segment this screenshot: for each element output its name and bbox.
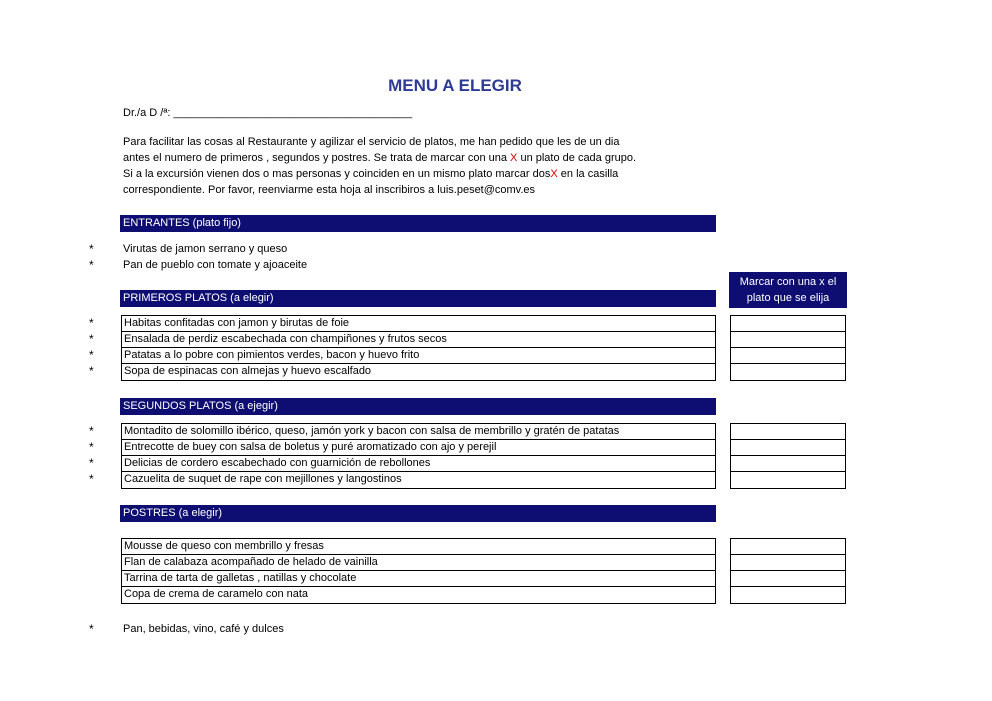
table-row: Mousse de queso con membrillo y fresas — [122, 539, 715, 555]
bullet: * — [89, 456, 94, 470]
primeros-header: PRIMEROS PLATOS (a elegir) — [120, 290, 716, 307]
mark-cell[interactable] — [731, 332, 845, 348]
entrante-item: Pan de pueblo con tomate y ajoaceite — [123, 259, 308, 271]
bullet: * — [89, 258, 94, 272]
table-row: Patatas a lo pobre con pimientos verdes, bacon y huevo frito — [122, 348, 715, 364]
table-row: Ensalada de perdiz escabechada con champiñones y frutos secos — [122, 332, 715, 348]
table-row: Cazuelita de suquet de rape con mejillones y langostinos — [124, 473, 402, 485]
bullet: * — [89, 472, 94, 486]
mark-cell[interactable] — [731, 424, 845, 440]
bullet: * — [89, 332, 94, 346]
entrante-item: Virutas de jamon serrano y queso — [123, 243, 288, 255]
name-line[interactable]: Dr./a D /ª: _______________________________________ — [123, 107, 413, 119]
segundos-header: SEGUNDOS PLATOS (a ejegir) — [120, 398, 716, 415]
segundos-table — [121, 423, 716, 489]
red-x-mark: X — [510, 152, 518, 164]
mark-cell[interactable] — [731, 440, 845, 456]
intro-line-2 — [123, 150, 636, 166]
table-row: Delicias de cordero escabechado con guarnición de rebollones — [122, 456, 715, 472]
postres-header: POSTRES (a elegir) — [120, 505, 716, 522]
mark-cell[interactable] — [731, 456, 845, 472]
table-row: Habitas confitadas con jamon y birutas de foie — [122, 316, 715, 332]
intro-line-2-b: un plato de cada grupo. — [517, 152, 637, 164]
mark-cell[interactable] — [731, 539, 845, 555]
intro-line-3-a: Si a la excursión vienen dos o mas personas y coinciden en un mismo plato marcar dos — [123, 168, 551, 180]
intro-line-1: Para facilitar las cosas al Restaurante y agilizar el servicio de platos, me han pedido que les de un dia — [123, 136, 620, 148]
table-row: Copa de crema de caramelo con nata — [124, 588, 309, 600]
primeros-mark-column — [730, 315, 846, 381]
table-row: Entrecotte de buey con salsa de boletus y puré aromatizado con ajo y perejil — [122, 440, 715, 456]
mark-header-line-2: plato que se elija — [746, 292, 830, 304]
mark-header-line-1: Marcar con una x el — [739, 276, 837, 288]
bullet: * — [89, 364, 94, 378]
red-x-mark: X — [550, 168, 558, 180]
mark-cell[interactable] — [731, 555, 845, 571]
mark-cell[interactable] — [731, 472, 845, 488]
bullet: * — [89, 316, 94, 330]
mark-cell[interactable] — [731, 571, 845, 587]
bullet: * — [89, 622, 94, 636]
table-row: Flan de calabaza acompañado de helado de vainilla — [122, 555, 715, 571]
intro-line-3 — [123, 166, 618, 182]
primeros-table — [121, 315, 716, 381]
mark-cell[interactable] — [731, 316, 845, 332]
mark-cell[interactable] — [731, 587, 845, 603]
mark-cell[interactable] — [731, 348, 845, 364]
segundos-mark-column — [730, 423, 846, 489]
mark-cell[interactable] — [731, 364, 845, 380]
bullet: * — [89, 348, 94, 362]
postres-table — [121, 538, 716, 604]
table-row: Tarrina de tarta de galletas , natillas y chocolate — [122, 571, 715, 587]
postres-mark-column — [730, 538, 846, 604]
bullet: * — [89, 440, 94, 454]
intro-line-3-b: en la casilla — [557, 168, 619, 180]
page-title: MENU A ELEGIR — [388, 76, 522, 95]
intro-line-2-a: antes el numero de primeros , segundos y postres. Se trata de marcar con una — [123, 152, 511, 164]
table-row: Montadito de solomillo ibérico, queso, jamón york y bacon con salsa de membrillo y gratén de patatas — [122, 424, 715, 440]
entrantes-header: ENTRANTES (plato fijo) — [120, 215, 716, 232]
mark-column-header — [729, 272, 847, 308]
bullet: * — [89, 242, 94, 256]
bullet: * — [89, 424, 94, 438]
intro-line-4: correspondiente. Por favor, reenviarme esta hoja al inscribiros a luis.peset@comv.es — [123, 184, 536, 196]
table-row: Sopa de espinacas con almejas y huevo escalfado — [124, 365, 372, 377]
final-item: Pan, bebidas, vino, café y dulces — [123, 623, 284, 635]
